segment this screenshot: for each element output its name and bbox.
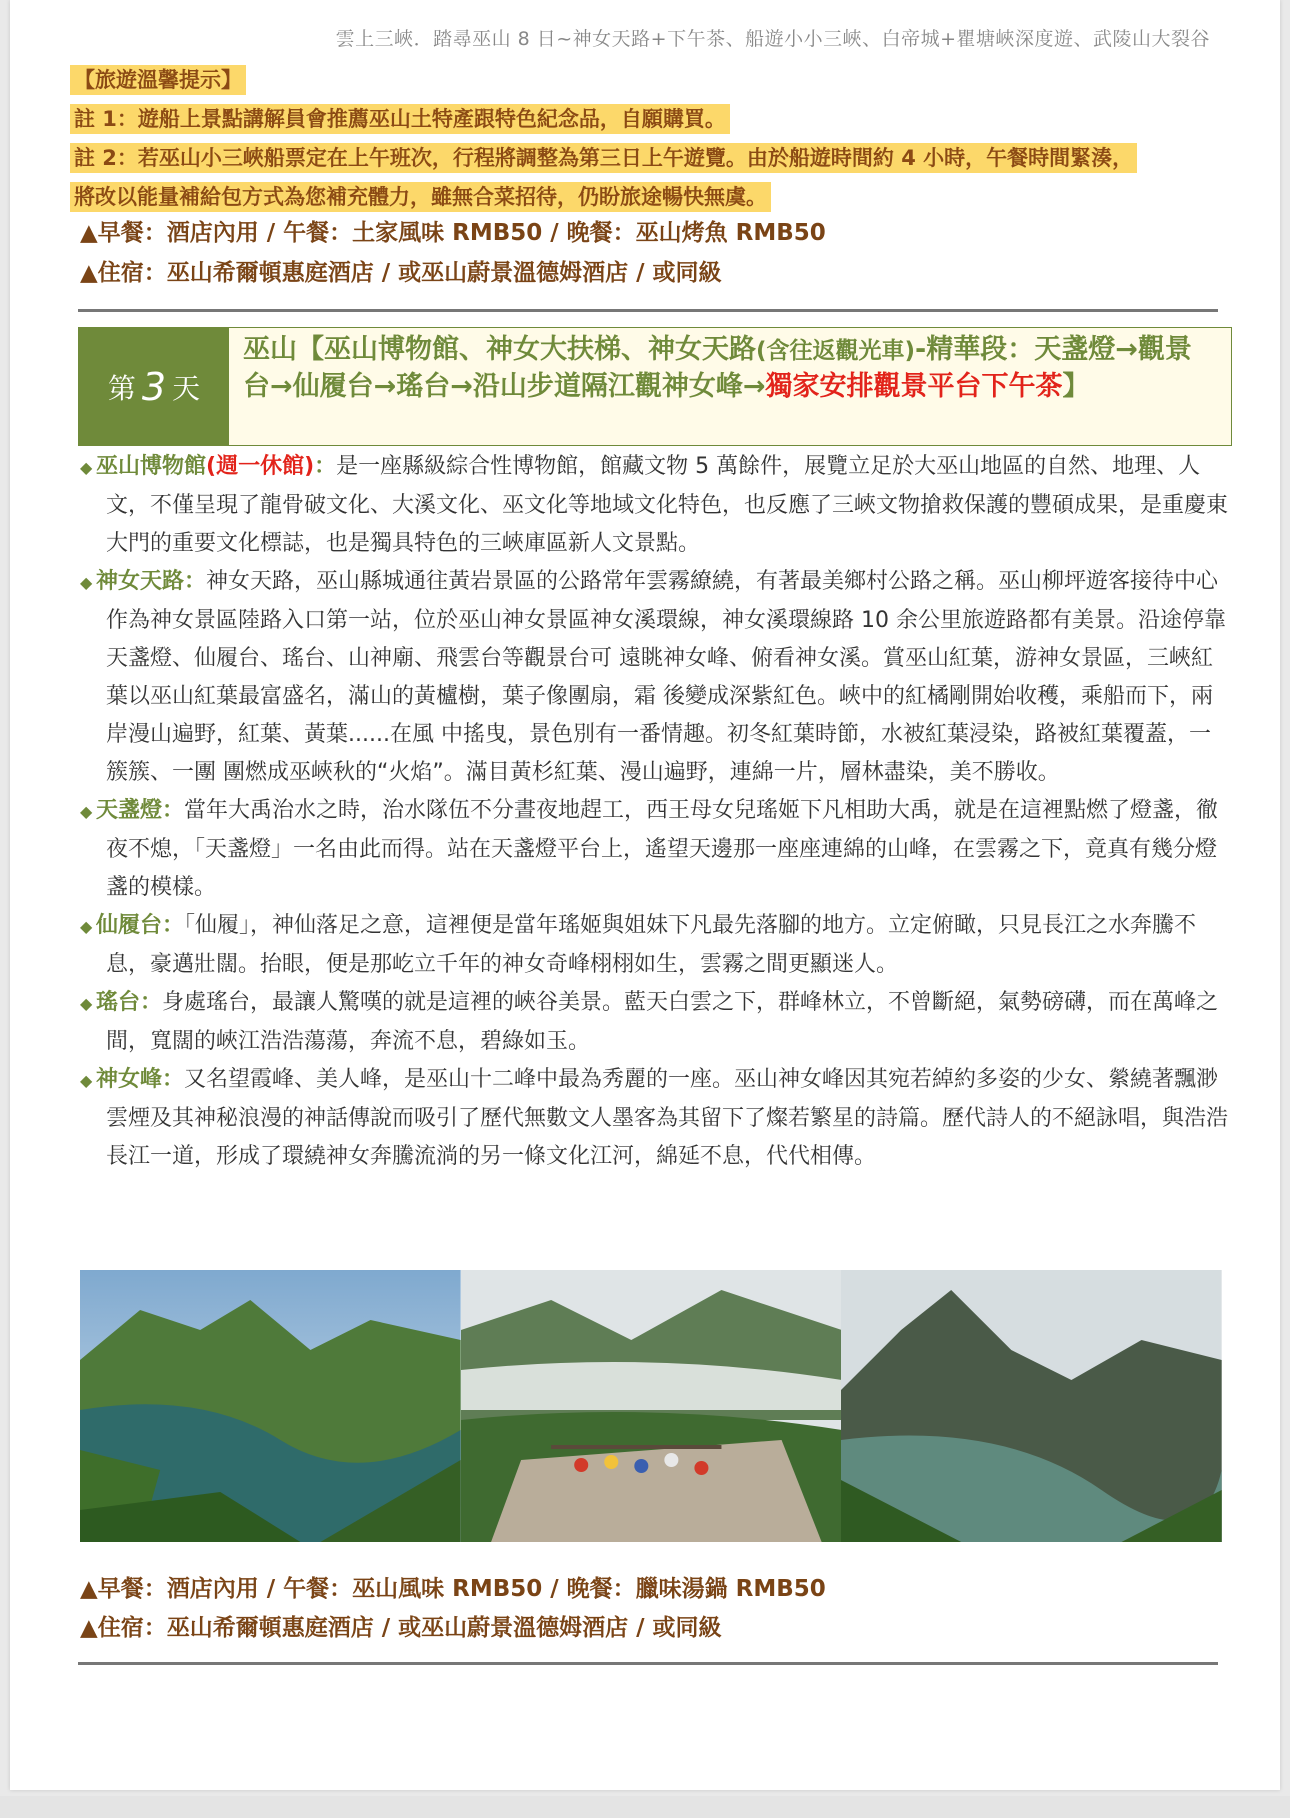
day-title-part-b: -精華段：天盞燈→觀景台→仙履台→瑤台→沿山步道隔江觀神女峰→ <box>243 334 1192 402</box>
day-label-pre: 第 <box>107 371 136 405</box>
item-text: 身處瑤台，最讓人驚嘆的就是這裡的峽谷美景。藍天白雲之下，群峰林立，不曾斷絕，氣勢磅礴，而在萬峰之間，寬闊的峽江浩浩蕩蕩，奔流不息，碧綠如玉。 <box>106 990 1219 1054</box>
list-item <box>80 563 1230 792</box>
item-text: 「仙履」，神仙落足之意，這裡便是當年瑤姬與姐妹下凡最先落腳的地方。立定俯瞰，只見長江之水奔騰不息，豪邁壯闊。抬眼，便是那屹立千年的神女奇峰栩栩如生，雲霧之間更顯迷人。 <box>106 913 1197 977</box>
item-text: 又名望霞峰、美人峰，是巫山十二峰中最為秀麗的一座。巫山神女峰因其宛若綽約多姿的少女、縈繞著飄渺雲煙及其神秘浪漫的神話傳說而吸引了歷代無數文人墨客為其留下了燦若繁星的詩篇。歷代詩人的不絕詠唱，與浩浩長江一道，形成了環繞神女奔騰流淌的另一條文化江河，綿延不息，代代相傳。 <box>106 1067 1229 1169</box>
photo-strip <box>80 1270 1222 1542</box>
document-page <box>10 0 1280 1790</box>
item-text: 當年大禹治水之時，治水隊伍不分晝夜地趕工，西王母女兒瑤姬下凡相助大禹，就是在這裡點燃了燈盞，徹夜不熄，「天盞燈」一名由此而得。站在天盞燈平台上，遙望天邊那一座座連綿的山峰，在雲霧之下，竟真有幾分燈盞的模樣。 <box>106 798 1219 900</box>
day-title <box>229 328 1231 445</box>
item-text: 是一座縣級綜合性博物館，館藏文物 5 萬餘件，展覽立足於大巫山地區的自然、地理、人文，不僅呈現了龍骨破文化、大溪文化、巫文化等地域文化特色，也反應了三峽文物搶救保護的豐碩成果，是重慶東大門的重要文化標誌，也是獨具特色的三峽庫區新人文景點。 <box>106 454 1229 556</box>
list-item <box>80 907 1230 984</box>
goddess-peak-photo <box>841 1270 1222 1542</box>
viewing-platform-tea-photo <box>461 1270 842 1542</box>
day2-hotel: ▲住宿：巫山希爾頓惠庭酒店 / 或巫山蔚景溫德姆酒店 / 或同級 <box>80 260 722 286</box>
day3-meals: ▲早餐：酒店內用 / 午餐：巫山風味 RMB50 / 晚餐：臘味湯鍋 RMB50 <box>80 1576 826 1602</box>
tips-note-2b: 將改以能量補給包方式為您補充體力，雖無合菜招待，仍盼旅途暢快無虞。 <box>70 182 771 212</box>
item-term: 神女天路： <box>96 569 207 594</box>
list-item <box>80 984 1230 1061</box>
day3-hotel: ▲住宿：巫山希爾頓惠庭酒店 / 或巫山蔚景溫德姆酒店 / 或同級 <box>80 1615 722 1641</box>
divider <box>78 1662 1218 1665</box>
day2-meals: ▲早餐：酒店內用 / 午餐：土家風味 RMB50 / 晚餐：巫山烤魚 RMB50 <box>80 220 826 246</box>
day-label-number: 3 <box>141 364 167 409</box>
day-title-small: (含往返觀光車) <box>756 338 916 364</box>
day-title-end: 】 <box>1062 371 1090 402</box>
gorge-river-photo <box>80 1270 461 1542</box>
item-note: (週一休館) <box>206 454 315 479</box>
item-term: 瑤台： <box>96 990 163 1015</box>
diamond-bullet-icon: ◆ <box>80 917 93 936</box>
day-label-post: 天 <box>172 371 201 405</box>
item-term: 神女峰： <box>96 1067 185 1092</box>
diamond-bullet-icon: ◆ <box>80 1071 93 1090</box>
list-item <box>80 792 1230 907</box>
tour-header: 雲上三峽．踏尋巫山 8 日~神女天路+下午茶、船遊小小三峽、白帝城+瞿塘峽深度遊、武陵山大裂谷 <box>335 28 1210 50</box>
diamond-bullet-icon: ◆ <box>80 573 93 592</box>
page-gap <box>0 1796 1290 1818</box>
day-title-highlight: 獨家安排觀景平台下午茶 <box>765 371 1063 402</box>
item-term: 仙履台： <box>96 913 185 938</box>
travel-tips <box>70 62 1230 218</box>
diamond-bullet-icon: ◆ <box>80 458 93 477</box>
item-term: 巫山博物館 <box>96 454 207 479</box>
item-text: 神女天路，巫山縣城通往黃岩景區的公路常年雲霧繚繞，有著最美鄉村公路之稱。巫山柳坪遊客接待中心作為神女景區陸路入口第一站，位於巫山神女景區神女溪環線，神女溪環線路 10 余公里旅遊路都有美景。沿途停靠天盞燈、仙履台、瑤台、山神廟、飛雲台等觀景台可 遠眺神女峰、俯看神女溪。賞巫山紅葉，游神女景區，三峽紅葉以巫山紅葉最富盛名，滿山的黃櫨樹，葉子像團扇，霜 後變成深紫紅色。峽中的紅橘剛開始收穫，乘船而下，兩岸漫山遍野，紅葉、黃葉......在風 中搖曳，景色別有一番情趣。初冬紅葉時節，水被紅葉浸染，路被紅葉覆蓋，一簇簇、一團 團燃成巫峽秋的“火焰”。滿目黃杉紅葉、漫山遍野，連綿一片，層林盡染，美不勝收。 <box>106 569 1226 785</box>
tips-title: 【旅遊溫馨提示】 <box>70 65 246 95</box>
tips-note-2a: 註 2：若巫山小三峽船票定在上午班次，行程將調整為第三日上午遊覽。由於船遊時間約 4 小時，午餐時間緊湊， <box>70 143 1137 173</box>
item-sep: ： <box>314 454 337 479</box>
day-number-label <box>79 328 229 445</box>
day3-heading <box>78 327 1232 446</box>
diamond-bullet-icon: ◆ <box>80 802 93 821</box>
list-item <box>80 1061 1230 1176</box>
day-title-part-a: 巫山【巫山博物館、神女大扶梯、神女天路 <box>243 334 756 365</box>
divider <box>78 309 1218 312</box>
diamond-bullet-icon: ◆ <box>80 994 93 1013</box>
tips-note-1: 註 1：遊船上景點講解員會推薦巫山土特產跟特色紀念品，自願購買。 <box>70 104 730 134</box>
attraction-list <box>80 448 1230 1176</box>
item-term: 天盞燈： <box>96 798 185 823</box>
list-item <box>80 448 1230 563</box>
